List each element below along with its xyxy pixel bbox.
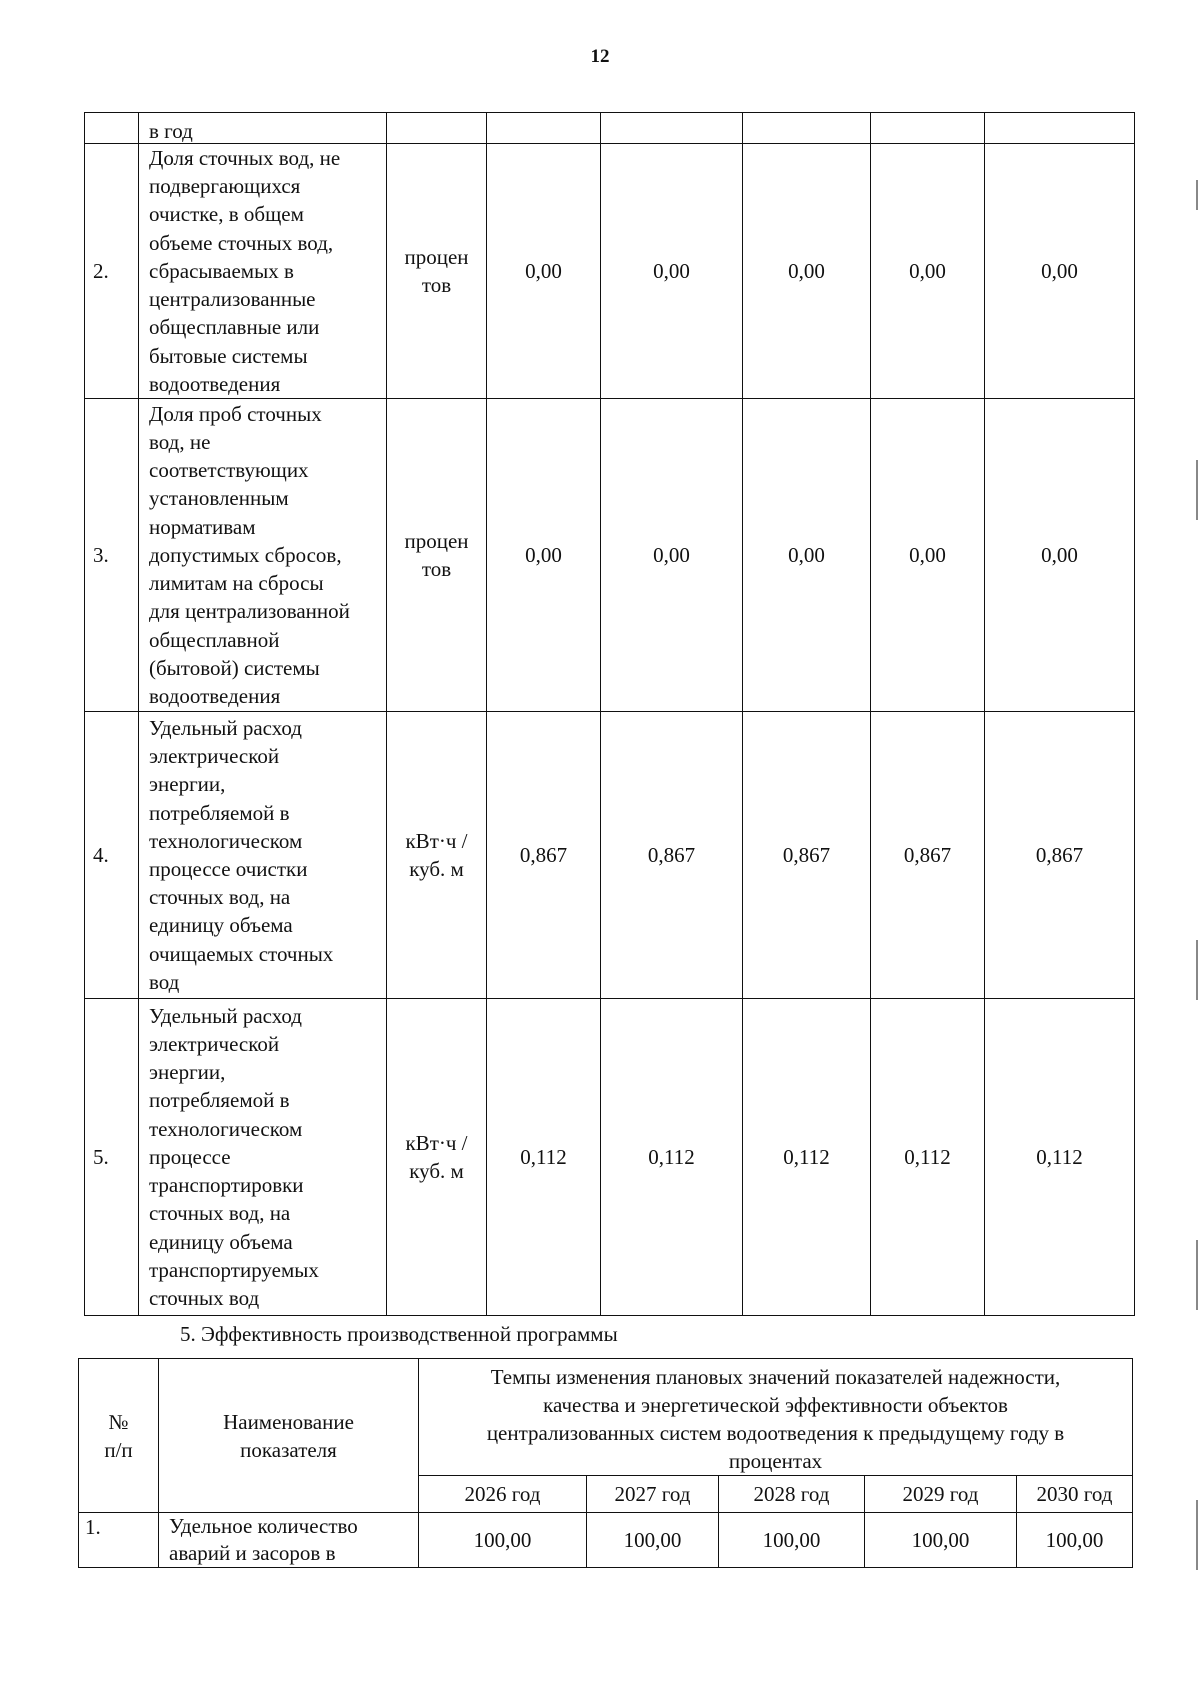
text-line: допустимых сбросов, xyxy=(149,542,342,567)
text-line: нормативам xyxy=(149,514,256,539)
table-row xyxy=(79,1513,1133,1568)
text-line: Удельный расход xyxy=(149,715,302,740)
text-line: технологическом xyxy=(149,828,303,853)
text-line: качества и энергетической эффективности объектов xyxy=(543,1393,1008,1417)
text-line: энергии, xyxy=(149,772,226,797)
value-cell: 0,00 xyxy=(487,399,601,712)
unit-cell xyxy=(387,712,487,999)
row-number-cell: 1. xyxy=(79,1513,159,1568)
value-cell: 0,867 xyxy=(487,712,601,999)
text-line: электрической xyxy=(149,1032,280,1057)
text-line: тов xyxy=(421,557,452,581)
table-header-row xyxy=(79,1359,1133,1476)
text-line: показателя xyxy=(240,1437,337,1462)
text-line: кВт·ч / xyxy=(405,1131,468,1155)
text-line: транспортировки xyxy=(149,1173,304,1198)
table-row xyxy=(85,399,1135,712)
text-line: единицу объема xyxy=(149,913,293,938)
value-cell: 0,112 xyxy=(871,999,985,1316)
text-line: энергии, xyxy=(149,1060,226,1085)
text-line: лимитам на сбросы xyxy=(149,571,324,596)
value-cell: 0,00 xyxy=(601,144,743,399)
text-line: вод, не xyxy=(149,430,211,455)
value-cell: 0,00 xyxy=(743,399,871,712)
text-line: сточных вод xyxy=(149,1285,260,1310)
text-line: единицу объема xyxy=(149,1229,293,1254)
text-line: очищаемых сточных xyxy=(149,941,334,966)
efficiency-table xyxy=(78,1358,1133,1568)
text-line: подвергающихся xyxy=(149,174,301,199)
text-line: п/п xyxy=(104,1437,133,1462)
text-line: технологическом xyxy=(149,1116,303,1141)
scan-edge-mark xyxy=(1196,460,1198,520)
value-cell: 0,867 xyxy=(871,712,985,999)
text-line: электрической xyxy=(149,744,280,769)
indicator-name-cell xyxy=(139,144,387,399)
value-cell: 100,00 xyxy=(865,1513,1017,1568)
value-cell xyxy=(487,113,601,144)
value-cell: 0,112 xyxy=(601,999,743,1316)
value-cell xyxy=(871,113,985,144)
value-cell: 0,00 xyxy=(985,144,1135,399)
indicator-name-cell xyxy=(139,712,387,999)
text-line: сбрасываемых в xyxy=(149,258,294,283)
value-cell: 0,00 xyxy=(601,399,743,712)
text-line: Темпы изменения плановых значений показателей надежности, xyxy=(490,1365,1061,1389)
text-line: куб. м xyxy=(409,1159,464,1183)
scan-edge-mark xyxy=(1196,1240,1198,1310)
indicator-name-cell: в год xyxy=(139,113,387,144)
value-cell xyxy=(601,113,743,144)
scan-edge-mark xyxy=(1196,1500,1198,1570)
table-row xyxy=(85,144,1135,399)
text-line: процентах xyxy=(728,1449,823,1473)
year-header: 2030 год xyxy=(1017,1476,1133,1513)
text-line: (бытовой) системы xyxy=(149,655,320,680)
page-number: 12 xyxy=(590,46,610,67)
indicator-name-cell xyxy=(139,399,387,712)
table-row xyxy=(85,999,1135,1316)
value-cell xyxy=(985,113,1135,144)
unit-cell xyxy=(387,113,487,144)
value-cell: 100,00 xyxy=(719,1513,865,1568)
text-line: кВт·ч / xyxy=(405,829,468,853)
year-header: 2026 год xyxy=(419,1476,587,1513)
value-cell: 0,00 xyxy=(487,144,601,399)
text-line: бытовые системы xyxy=(149,343,308,368)
value-cell: 100,00 xyxy=(419,1513,587,1568)
value-cell: 0,867 xyxy=(985,712,1135,999)
text-line: куб. м xyxy=(409,857,464,881)
text-line: тов xyxy=(421,273,452,297)
column-header-rates xyxy=(419,1359,1133,1476)
text-line: объеме сточных вод, xyxy=(149,230,334,255)
year-header: 2029 год xyxy=(865,1476,1017,1513)
value-cell: 0,00 xyxy=(871,399,985,712)
value-cell: 0,112 xyxy=(985,999,1135,1316)
scan-edge-mark xyxy=(1196,940,1198,1000)
text-line: Доля сточных вод, не xyxy=(149,146,341,171)
text-line: транспортируемых xyxy=(149,1257,319,1282)
text-line: потребляемой в xyxy=(149,1088,290,1113)
text-line: централизованных систем водоотведения к предыдущему году в xyxy=(486,1421,1065,1445)
text-line: процен xyxy=(404,529,469,553)
row-number-cell: 5. xyxy=(85,999,139,1316)
year-header: 2027 год xyxy=(587,1476,719,1513)
unit-cell xyxy=(387,144,487,399)
value-cell: 0,867 xyxy=(601,712,743,999)
row-number-cell xyxy=(85,113,139,144)
unit-cell xyxy=(387,999,487,1316)
scan-edge-mark xyxy=(1196,180,1198,210)
text-line: водоотведения xyxy=(149,683,281,708)
value-cell xyxy=(743,113,871,144)
text-line: процен xyxy=(404,245,469,269)
value-cell: 100,00 xyxy=(587,1513,719,1568)
row-number-cell: 4. xyxy=(85,712,139,999)
text-line: централизованные xyxy=(149,287,316,312)
text-line: общесплавные или xyxy=(149,315,320,340)
text-line: установленным xyxy=(149,486,289,511)
text-line: для централизованной xyxy=(149,599,350,624)
indicator-name-cell xyxy=(139,999,387,1316)
indicators-table xyxy=(84,112,1135,1316)
table-row xyxy=(85,712,1135,999)
text-line: вод xyxy=(149,969,180,994)
value-cell: 0,00 xyxy=(985,399,1135,712)
text-line: соответствующих xyxy=(149,458,309,483)
text-line: Доля проб сточных xyxy=(149,401,322,426)
text-line: процессе xyxy=(149,1144,231,1169)
text-line: сточных вод, на xyxy=(149,885,291,910)
unit-cell xyxy=(387,399,487,712)
year-header: 2028 год xyxy=(719,1476,865,1513)
section-heading: 5. Эффективность производственной программы xyxy=(180,1322,618,1346)
table-row xyxy=(85,113,1135,144)
value-cell: 100,00 xyxy=(1017,1513,1133,1568)
text-line: сточных вод, на xyxy=(149,1201,291,1226)
value-cell: 0,867 xyxy=(743,712,871,999)
text-line: очистке, в общем xyxy=(149,202,304,227)
column-header-number xyxy=(79,1359,159,1513)
text-line: потребляемой в xyxy=(149,800,290,825)
indicator-name-cell xyxy=(159,1513,419,1568)
column-header-name xyxy=(159,1359,419,1513)
value-cell: 0,112 xyxy=(743,999,871,1316)
value-cell: 0,112 xyxy=(487,999,601,1316)
row-number-cell: 3. xyxy=(85,399,139,712)
text-line: процессе очистки xyxy=(149,857,308,881)
row-number-cell: 2. xyxy=(85,144,139,399)
value-cell: 0,00 xyxy=(871,144,985,399)
text-line: Наименование xyxy=(223,1409,354,1434)
text-line: аварий и засоров в xyxy=(169,1541,336,1565)
text-line: Удельный расход xyxy=(149,1003,302,1028)
text-line: Удельное количество xyxy=(169,1514,358,1538)
value-cell: 0,00 xyxy=(743,144,871,399)
text-line: № xyxy=(108,1409,129,1434)
text-line: водоотведения xyxy=(149,371,281,396)
text-line: общесплавной xyxy=(149,627,280,652)
